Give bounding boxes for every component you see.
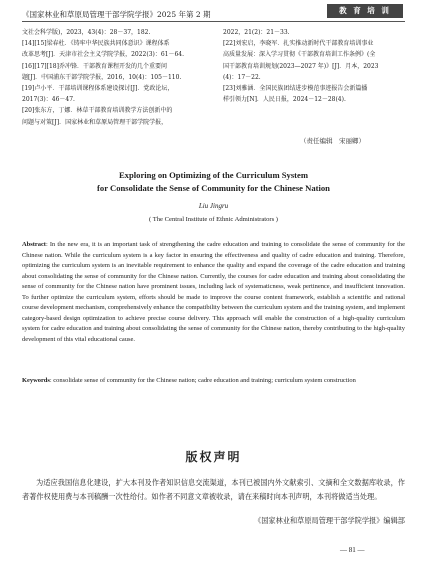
paper-author: Liu Jingru xyxy=(198,202,229,210)
reference-line: 2017(3)：46－47. xyxy=(22,96,75,104)
paper-affiliation: ( The Central Institute of Ethnic Administrators ) xyxy=(149,216,278,223)
page-number: — 81 — xyxy=(340,546,365,554)
journal-header-title: 《国家林业和草原局管理干部学院学报》2025 年第 2 期 xyxy=(22,10,211,19)
keywords xyxy=(22,376,405,387)
reference-line: 高质量发展：深入学习贯彻《干部教育培训工作条例》(全 xyxy=(223,51,376,59)
reference-line: 题[J]．中国浦东干部学院学报，2016，10(4)：105－110. xyxy=(22,73,182,81)
paper-title-line1: Exploring on Optimizing of the Curriculum System xyxy=(118,170,309,180)
header-rule xyxy=(22,21,405,22)
reference-line: [14][15]梁春杜．《铸牢中华民族共同体意识》课程体系 xyxy=(22,40,170,48)
abstract-label: Abstract xyxy=(22,241,46,248)
keywords-label: Keywords xyxy=(22,377,50,384)
copyright-notice-title: 版权声明 xyxy=(185,450,242,464)
references-right-column xyxy=(223,27,407,105)
section-tag: 教 育 培 训 xyxy=(327,4,403,18)
reference-line: 文社会科学版)，2023，43(4)：28－37，182. xyxy=(22,29,151,36)
reference-line: 问题与对策[J]．国家林业和草原局管理干部学院学报， xyxy=(22,118,168,126)
editor-signature: （责任编辑 宋丽卿） xyxy=(300,137,365,145)
abstract-text: : In the new era, it is an important task of strengthening the cadre education and training to consolidate the sense of community for the Chinese nation. While the curriculum system is a key factor in ensuring the effectiveness and quality of cadre education and training. Therefore, optimizing the curriculum system is an inevitable requirement to enhance the quality and expand the coverage of the cadre education and training about consolidating the sense of community for the Chinese nation. Currently, the courses for cadre education and training about consolidating the sense of community for the Chinese nation have prominent issues, including lack of systematicness, weak pertinence, and insufficient innovation. To further optimize the curriculum system, efforts should be made to improve the course content framework, establish a scientific and rational course development mechanism, comprehensively enhance the compatibility between the curriculum system and the training system, and implement category-based design optimization to achieve precise course delivery. This approach will enable the construction of a high-quality curriculum system for cadre education and training about consolidating the sense of community for the Chinese nation, thereby contributing to the high-quality development of this vital educational cause. xyxy=(22,241,405,343)
reference-line: [19]卢小平．干部培训课程体系建设探讨[J]．党政论坛， xyxy=(22,85,174,93)
keywords-text: : consolidate sense of community for the Chinese nation; cadre education and training; curriculum system construction xyxy=(49,377,356,384)
reference-line: 改革思考[J]．天津市社会主义学院学报，2022(3)：61－64. xyxy=(22,51,185,59)
reference-line: [20]张东方，丁娜．林草干部教育培训教学方法创新中的 xyxy=(22,107,173,115)
reference-line: [16][17][18]乔冲锋．干部教育课程开发的几个重要问 xyxy=(22,62,167,70)
reference-line: (4)：17－22. xyxy=(223,73,261,81)
reference-line: 国干部教育培训规划(2023—2027 年)》[J]．月本，2023 xyxy=(223,62,379,70)
abstract xyxy=(22,240,405,345)
reference-line: [22]刘宏启，李晓军．扎实推动新时代干部教育培训事业 xyxy=(223,40,374,48)
reference-line: [23]刘雅涵．全国民族团结进步模范事迹报告会新篇播 xyxy=(223,85,368,93)
reference-line: 样引领力[N]．人民日报，2024－12－28(4). xyxy=(223,96,346,104)
copyright-notice-body: 为适应我国信息化建设，扩大本刊及作者知识信息交流渠道，本刊已被国内外文献索引、文摘和全文数据库收录，作者著作权使用费与本刊稿酬一次性给付。如作者不同意文章被收录，请在来稿时向本刊声明，本刊将做适当处理。 xyxy=(22,478,405,501)
references-left-column xyxy=(22,27,210,128)
paper-title-line2: for Consolidate the Sense of Community for the Chinese Nation xyxy=(97,183,330,193)
reference-line: 2022，21(2)：21－33. xyxy=(223,29,290,36)
copyright-notice-signature: 《国家林业和草原局管理干部学院学报》编辑部 xyxy=(254,516,405,525)
